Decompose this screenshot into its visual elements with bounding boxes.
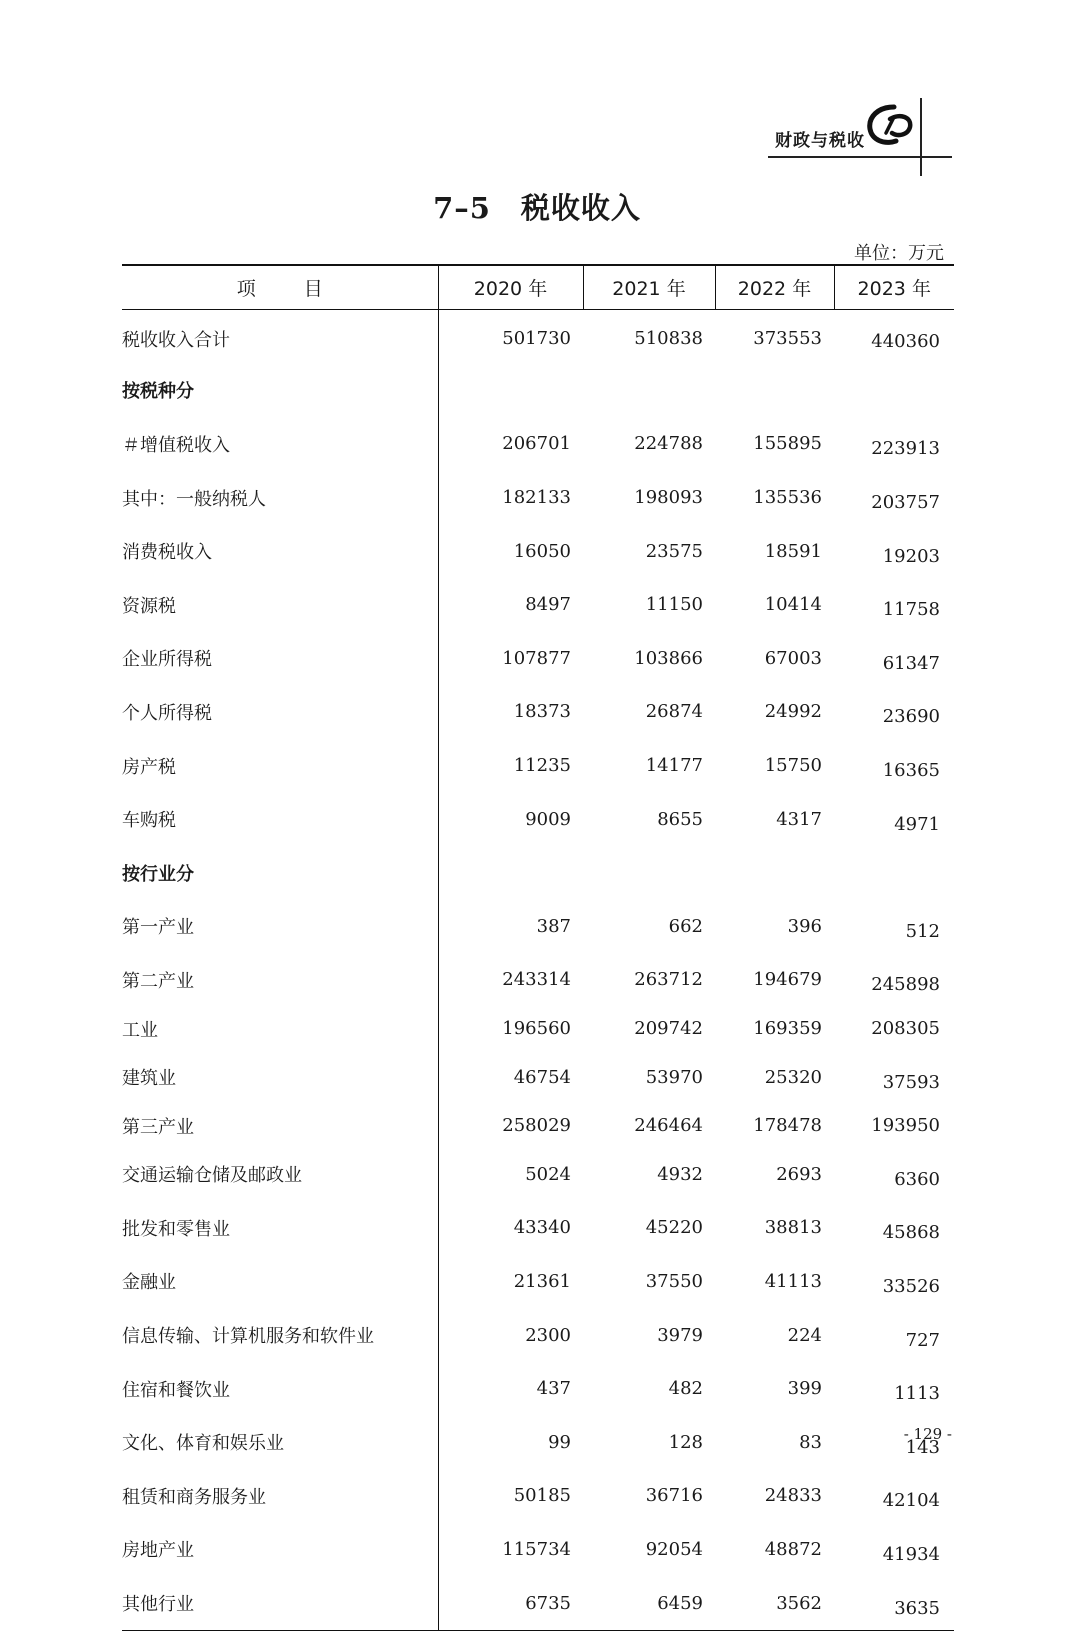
value-2020: 21361 (513, 1270, 571, 1292)
value-2022 (715, 846, 834, 900)
value-2023: 208305 (871, 1018, 940, 1040)
table-row (122, 739, 954, 793)
row-label: 文化、体育和娱乐业 (122, 1415, 438, 1469)
row-label: 第一产业 (122, 900, 438, 954)
value-2020: 206701 (502, 433, 571, 455)
value-2020: 11235 (513, 755, 571, 777)
value-2023 (834, 846, 954, 900)
table-row (122, 1415, 954, 1469)
row-label: 消费税收入 (122, 524, 438, 578)
group-label: 按行业分 (122, 846, 438, 900)
value-2021: 4932 (657, 1163, 703, 1185)
row-label: 房产税 (122, 739, 438, 793)
table-row (122, 1255, 954, 1309)
unit-label: 单位：万元 (854, 243, 944, 264)
value-2020: 50185 (513, 1485, 571, 1507)
value-2022: 18591 (764, 540, 822, 562)
value-2023 (834, 364, 954, 418)
column-header-2022: 2022 年 (715, 265, 834, 310)
value-2021: 45220 (645, 1217, 703, 1239)
value-2021: 36716 (645, 1485, 703, 1507)
value-2023: 223913 (871, 438, 940, 460)
value-2020: 5024 (525, 1163, 571, 1185)
column-header-2023: 2023 年 (834, 265, 954, 310)
value-2022: 396 (787, 915, 822, 937)
value-2020: 196560 (502, 1018, 571, 1040)
row-label: 工业 (122, 1007, 438, 1051)
column-header-item (122, 265, 438, 310)
value-2022: 41113 (764, 1270, 822, 1292)
table-group-row (122, 364, 954, 418)
value-2021: 246464 (634, 1115, 703, 1137)
value-2021: 6459 (583, 1576, 715, 1630)
value-2023: 42104 (882, 1490, 940, 1512)
value-2022: 373553 (753, 328, 822, 350)
row-label: 第二产业 (122, 953, 438, 1007)
value-2022: 38813 (764, 1217, 822, 1239)
header-vertical-rule (920, 98, 922, 176)
value-2023: 193950 (871, 1115, 940, 1137)
table-row (122, 632, 954, 686)
value-2023: 11758 (882, 599, 940, 621)
row-label: 企业所得税 (122, 632, 438, 686)
table-row (122, 471, 954, 525)
value-2021: 14177 (645, 755, 703, 777)
value-2022: 67003 (764, 647, 822, 669)
value-2021: 11150 (645, 594, 703, 616)
value-2021: 128 (668, 1431, 703, 1453)
tax-revenue-table (122, 264, 954, 1631)
value-2023: 440360 (871, 331, 940, 353)
table-row (122, 953, 954, 1007)
value-2020: 8497 (525, 594, 571, 616)
value-2021: 3979 (657, 1324, 703, 1346)
value-2023: 33526 (882, 1275, 940, 1297)
value-2022: 135536 (753, 487, 822, 509)
value-2022: 155895 (753, 433, 822, 455)
value-2022: 4317 (776, 808, 822, 830)
value-2021: 8655 (657, 808, 703, 830)
value-2022: 24992 (764, 701, 822, 723)
value-2021: 103866 (634, 647, 703, 669)
table-row (122, 792, 954, 846)
logo-icon (864, 103, 916, 149)
row-label: 交通运输仓储及邮政业 (122, 1148, 438, 1202)
row-label: 资源税 (122, 578, 438, 632)
table-group-row (122, 846, 954, 900)
value-2022: 224 (787, 1324, 822, 1346)
table-row (122, 1148, 954, 1202)
table-row (122, 578, 954, 632)
value-2020: 387 (536, 915, 571, 937)
value-2023: 1113 (894, 1383, 940, 1405)
value-2021: 224788 (634, 433, 703, 455)
row-label: 第三产业 (122, 1104, 438, 1148)
row-label: 税收收入合计 (122, 310, 438, 364)
header-horizontal-rule (768, 156, 952, 158)
value-2020: 107877 (502, 647, 571, 669)
row-label: 个人所得税 (122, 685, 438, 739)
table-row (122, 1104, 954, 1148)
value-2021: 662 (668, 915, 703, 937)
value-2020: 6735 (438, 1576, 583, 1630)
table-row (122, 900, 954, 954)
row-label: 车购税 (122, 792, 438, 846)
value-2020: 43340 (513, 1217, 571, 1239)
value-2021: 510838 (634, 328, 703, 350)
value-2023: 23690 (882, 706, 940, 728)
value-2020: 18373 (513, 701, 571, 723)
value-2023: 143 (905, 1436, 940, 1458)
value-2021: 92054 (645, 1538, 703, 1560)
table-row (122, 417, 954, 471)
value-2021: 209742 (634, 1018, 703, 1040)
column-header-2021: 2021 年 (583, 265, 715, 310)
table-header-row (122, 265, 954, 310)
table-row (122, 1050, 954, 1104)
value-2021: 37550 (645, 1270, 703, 1292)
table-row (122, 310, 954, 364)
value-2020: 182133 (502, 487, 571, 509)
value-2023: 3635 (834, 1576, 954, 1630)
value-2023: 37593 (882, 1071, 940, 1093)
value-2020: 99 (548, 1431, 571, 1453)
row-label: 批发和零售业 (122, 1201, 438, 1255)
value-2020: 9009 (525, 808, 571, 830)
value-2021 (583, 364, 715, 418)
value-2022: 399 (787, 1378, 822, 1400)
value-2021: 53970 (645, 1066, 703, 1088)
table-row (122, 685, 954, 739)
value-2022: 3562 (715, 1576, 834, 1630)
value-2023: 512 (905, 920, 940, 942)
value-2021: 198093 (634, 487, 703, 509)
value-2023: 4971 (894, 813, 940, 835)
value-2021: 263712 (634, 969, 703, 991)
value-2020 (438, 364, 583, 418)
value-2022: 178478 (753, 1115, 822, 1137)
table-row (122, 524, 954, 578)
value-2023: 727 (905, 1329, 940, 1351)
table-row (122, 1201, 954, 1255)
row-label: 其中：一般纳税人 (122, 471, 438, 525)
value-2021: 23575 (645, 540, 703, 562)
row-label: 建筑业 (122, 1050, 438, 1104)
value-2023: 41934 (882, 1543, 940, 1565)
value-2020: 437 (536, 1378, 571, 1400)
row-label: 租赁和商务服务业 (122, 1469, 438, 1523)
item-header-right: 目 (303, 278, 323, 300)
table-row (122, 1576, 954, 1630)
group-label: 按税种分 (122, 364, 438, 418)
page-header (0, 0, 1074, 180)
section-label: 财政与税收 (775, 131, 865, 151)
value-2022: 15750 (764, 755, 822, 777)
value-2022: 25320 (764, 1066, 822, 1088)
row-label: 信息传输、计算机服务和软件业 (122, 1308, 438, 1362)
value-2022: 24833 (764, 1485, 822, 1507)
value-2023: 16365 (882, 760, 940, 782)
value-2023: 6360 (894, 1168, 940, 1190)
row-label: 金融业 (122, 1255, 438, 1309)
value-2021: 482 (668, 1378, 703, 1400)
value-2020: 115734 (502, 1538, 571, 1560)
table-row (122, 1523, 954, 1577)
value-2020: 243314 (502, 969, 571, 991)
table-row (122, 1007, 954, 1051)
value-2023: 203757 (871, 492, 940, 514)
row-label: 房地产业 (122, 1523, 438, 1577)
value-2023: 61347 (882, 652, 940, 674)
value-2022: 194679 (753, 969, 822, 991)
value-2022 (715, 364, 834, 418)
row-label: ＃增值税收入 (122, 417, 438, 471)
value-2022: 10414 (764, 594, 822, 616)
row-label: 住宿和餐饮业 (122, 1362, 438, 1416)
item-header-left: 项 (236, 278, 256, 300)
table-row (122, 1469, 954, 1523)
value-2023: 45868 (882, 1222, 940, 1244)
row-label: 其他行业 (122, 1576, 438, 1630)
value-2020: 16050 (513, 540, 571, 562)
value-2022: 48872 (764, 1538, 822, 1560)
page-title: 7–5 税收收入 (433, 191, 641, 225)
table-row (122, 1362, 954, 1416)
table-row (122, 1308, 954, 1362)
value-2023: 245898 (871, 974, 940, 996)
value-2020: 2300 (525, 1324, 571, 1346)
column-header-2020: 2020 年 (438, 265, 583, 310)
value-2020: 258029 (502, 1115, 571, 1137)
value-2023: 19203 (882, 545, 940, 567)
value-2020: 501730 (502, 328, 571, 350)
value-2021: 26874 (645, 701, 703, 723)
value-2022: 83 (799, 1431, 822, 1453)
value-2020 (438, 846, 583, 900)
value-2021 (583, 846, 715, 900)
value-2020: 46754 (513, 1066, 571, 1088)
value-2022: 2693 (776, 1163, 822, 1185)
page-number: - 129 - (903, 1425, 952, 1443)
value-2022: 169359 (753, 1018, 822, 1040)
